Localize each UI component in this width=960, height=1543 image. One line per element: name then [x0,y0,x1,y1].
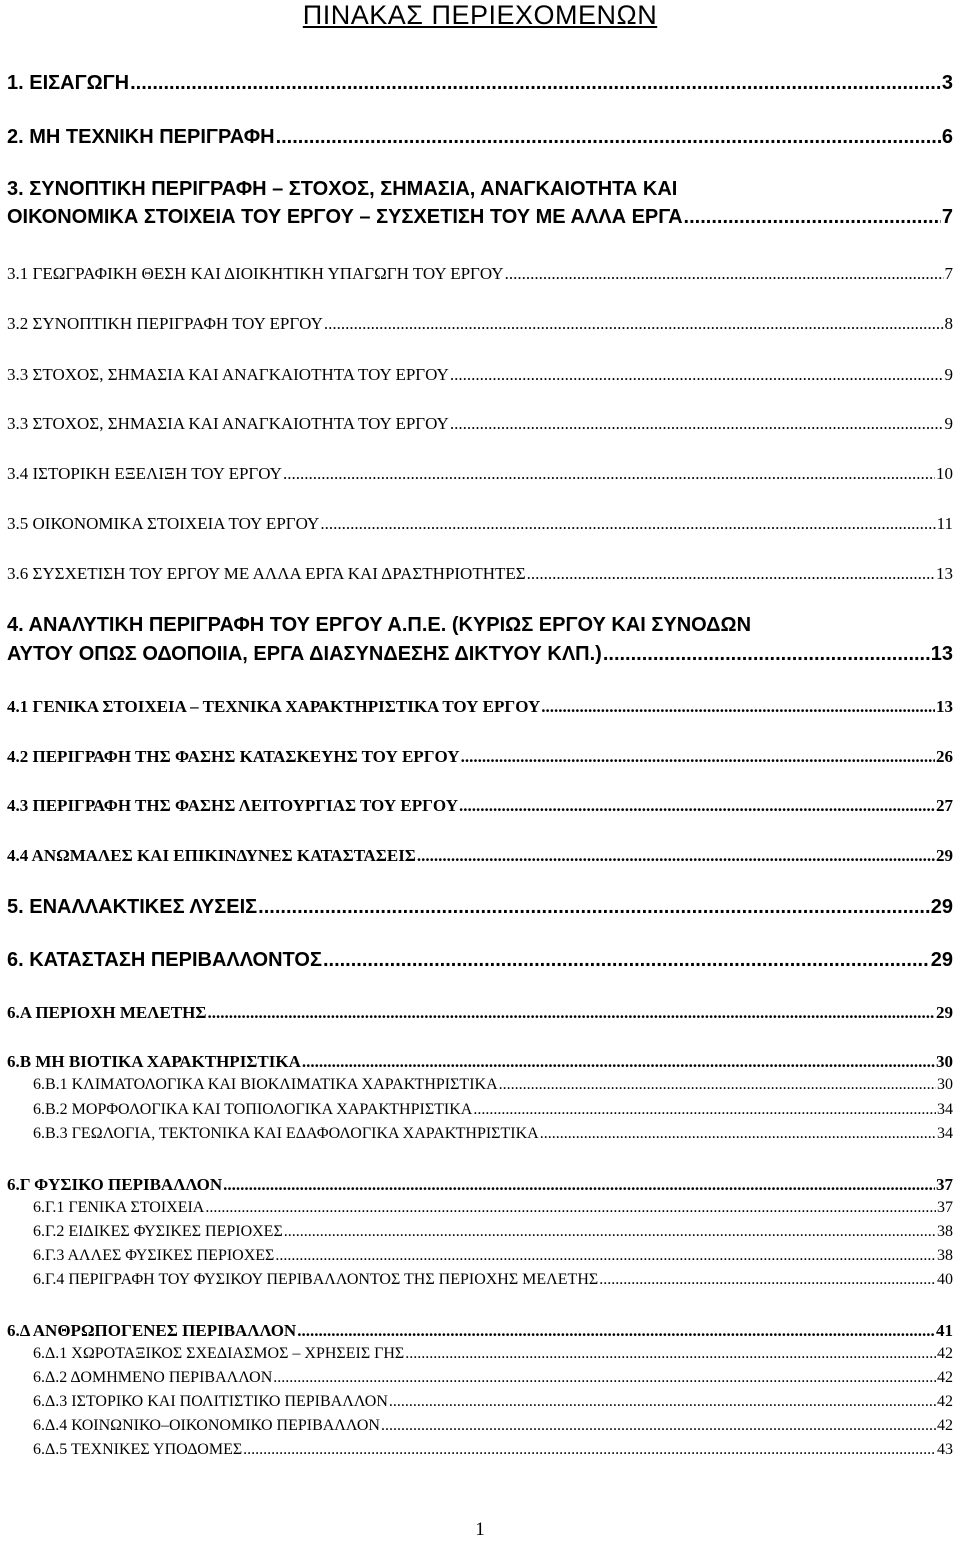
toc-label-line1: 4. ΑΝΑΛΥΤΙΚΗ ΠΕΡΙΓΡΑΦΗ ΤΟΥ ΕΡΓΟΥ Α.Π.Ε. (ΚΥΡΙΩΣ ΕΡΓΟΥ ΚΑΙ ΣΥΝΟΔΩΝ [7,614,752,636]
toc-label: 6.Γ ΦΥΣΙΚΟ ΠΕΡΙΒΑΛΛΟΝ [7,1175,223,1194]
toc-page-number: 10 [936,464,953,483]
toc-label: 4.4 ΑΝΩΜΑΛΕΣ ΚΑΙ ΕΠΙΚΙΝΔΥΝΕΣ ΚΑΤΑΣΤΑΣΕΙΣ [7,846,416,865]
toc-page-number: 26 [936,747,953,766]
leader-dots [273,1369,936,1387]
toc-page-number: 29 [930,896,953,918]
toc-entry[interactable] [7,264,953,284]
toc-page-number: 37 [936,1175,953,1194]
toc-entry[interactable] [7,1321,953,1341]
toc-page-number: 29 [936,846,953,865]
toc-page-number: 13 [936,564,953,583]
toc-entry[interactable] [33,1369,953,1387]
toc-label: 6.Δ ΑΝΘΡΩΠΟΓΕΝΕΣ ΠΕΡΙΒΑΛΛΟΝ [7,1321,297,1340]
toc-label: 4.2 ΠΕΡΙΓΡΑΦΗ ΤΗΣ ΦΑΣΗΣ ΚΑΤΑΣΚΕΥΗΣ ΤΟΥ ΕΡΓΟΥ [7,747,460,766]
toc-page-number: 42 [937,1345,953,1362]
toc-label: 6.Δ.5 ΤΕΧΝΙΚΕΣ ΥΠΟΔΟΜΕΣ [33,1441,243,1458]
leader-dots [461,747,935,767]
toc-label: 6.Δ.2 ΔΟΜΗΜΕΝΟ ΠΕΡΙΒΑΛΛΟΝ [33,1369,273,1386]
toc-page-number: 30 [936,1052,953,1071]
toc-entry[interactable] [7,72,953,95]
toc-entry[interactable] [33,1417,953,1435]
toc-label: 5. ΕΝΑΛΛΑΚΤΙΚΕΣ ΛΥΣΕΙΣ [7,896,258,918]
toc-entry[interactable] [7,697,953,717]
toc-entry[interactable] [7,514,953,534]
toc-label: 6.Δ.4 ΚΟΙΝΩΝΙΚΟ–ΟΙΚΟΝΟΜΙΚΟ ΠΕΡΙΒΑΛΛΟΝ [33,1417,380,1434]
leader-dots [405,1345,936,1363]
toc-label: 3.1 ΓΕΩΓΡΑΦΙΚΗ ΘΕΣΗ ΚΑΙ ΔΙΟΙΚΗΤΙΚΗ ΥΠΑΓΩΓΗ ΤΟΥ ΕΡΓΟΥ [7,264,504,283]
toc-page-number: 3 [941,72,953,94]
toc-label: 6.Γ.4 ΠΕΡΙΓΡΑΦΗ ΤΟΥ ΦΥΣΙΚΟΥ ΠΕΡΙΒΑΛΛΟΝΤΟΣ ΤΗΣ ΠΕΡΙΟΧΗΣ ΜΕΛΕΤΗΣ [33,1271,599,1288]
toc-entry[interactable] [7,796,953,816]
toc-entry[interactable] [7,414,953,434]
leader-dots [389,1393,936,1411]
leader-dots [223,1175,935,1195]
toc-page-number: 9 [944,414,953,433]
toc-page-number: 42 [937,1417,953,1434]
toc-page-number: 7 [944,264,953,283]
toc-entry[interactable] [7,1175,953,1195]
toc-entry[interactable] [33,1076,953,1094]
leader-dots [258,896,930,919]
toc-label: 6.Δ.3 ΙΣΤΟΡΙΚΟ ΚΑΙ ΠΟΛΙΤΙΣΤΙΚΟ ΠΕΡΙΒΑΛΛΟΝ [33,1393,388,1410]
toc-page-number: 42 [937,1369,953,1386]
toc-entry[interactable] [7,846,953,866]
toc-page-number: 42 [937,1393,953,1410]
toc-label: 3.3 ΣΤΟΧΟΣ, ΣΗΜΑΣΙΑ ΚΑΙ ΑΝΑΓΚΑΙΟΤΗΤΑ ΤΟΥ ΕΡΓΟΥ [7,365,449,384]
leader-dots [283,464,935,484]
leader-dots [381,1417,936,1435]
toc-page-number: 37 [937,1199,953,1216]
toc-entry[interactable] [33,1247,953,1265]
toc-entry[interactable] [33,1101,953,1119]
toc-label: 2. ΜΗ ΤΕΧΝΙΚΗ ΠΕΡΙΓΡΑΦΗ [7,126,275,148]
leader-dots [284,1223,936,1241]
leader-dots [297,1321,935,1341]
leader-dots [450,414,944,434]
leader-dots [302,1052,935,1072]
toc-page-number: 8 [944,314,953,333]
toc-entry[interactable] [7,206,953,229]
leader-dots [473,1101,936,1119]
leader-dots [540,1125,936,1143]
toc-entry[interactable] [7,126,953,149]
toc-entry[interactable] [7,643,953,666]
toc-label: 4.1 ΓΕΝΙΚΑ ΣΤΟΙΧΕΙΑ – ΤΕΧΝΙΚΑ ΧΑΡΑΚΤΗΡΙΣΤΙΚΑ ΤΟΥ ΕΡΓΟΥ [7,697,541,716]
toc-page-number: 38 [937,1223,953,1240]
toc-label-line1: 3. ΣΥΝΟΠΤΙΚΗ ΠΕΡΙΓΡΑΦΗ – ΣΤΟΧΟΣ, ΣΗΜΑΣΙΑ, ΑΝΑΓΚΑΙΟΤΗΤΑ ΚΑΙ [7,178,678,200]
toc-label: 6.Γ.1 ΓΕΝΙΚΑ ΣΤΟΙΧΕΙΑ [33,1199,205,1216]
toc-label: 3.3 ΣΤΟΧΟΣ, ΣΗΜΑΣΙΑ ΚΑΙ ΑΝΑΓΚΑΙΟΤΗΤΑ ΤΟΥ ΕΡΓΟΥ [7,414,449,433]
toc-page-number: 30 [937,1076,953,1093]
toc-label: 6.Β ΜΗ ΒΙΟΤΙΚΑ ΧΑΡΑΚΤΗΡΙΣΤΙΚΑ [7,1052,301,1071]
toc-entry[interactable] [33,1199,953,1217]
leader-dots [599,1271,936,1289]
toc-label: ΟΙΚΟΝΟΜΙΚΑ ΣΤΟΙΧΕΙΑ ΤΟΥ ΕΡΓΟΥ – ΣΥΣΧΕΤΙΣΗ ΤΟΥ ΜΕ ΑΛΛΑ ΕΡΓΑ [7,206,683,228]
toc-entry[interactable] [33,1271,953,1289]
toc-entry[interactable] [7,365,953,385]
toc-label: 6.Β.3 ΓΕΩΛΟΓΙΑ, ΤΕΚΤΟΝΙΚΑ ΚΑΙ ΕΔΑΦΟΛΟΓΙΚΑ ΧΑΡΑΚΤΗΡΙΣΤΙΚΑ [33,1125,539,1142]
toc-entry[interactable] [33,1441,953,1459]
toc-entry[interactable] [7,1052,953,1072]
leader-dots [505,264,944,284]
toc-page-number: 13 [936,697,953,716]
toc-label: 1. ΕΙΣΑΓΩΓΗ [7,72,130,94]
toc-page-number: 34 [937,1101,953,1118]
leader-dots [243,1441,936,1459]
leader-dots [603,643,930,666]
toc-page-number: 9 [944,365,953,384]
leader-dots [323,949,930,972]
toc-entry[interactable] [7,1003,953,1023]
page-title: ΠΙΝΑΚΑΣ ΠΕΡΙΕΧΟΜΕΝΩΝ [302,0,658,30]
toc-entry[interactable] [7,564,953,584]
toc-page-number: 7 [941,206,953,228]
toc-label: 3.4 ΙΣΤΟΡΙΚΗ ΕΞΕΛΙΞΗ ΤΟΥ ΕΡΓΟΥ [7,464,282,483]
toc-label: 3.6 ΣΥΣΧΕΤΙΣΗ ΤΟΥ ΕΡΓΟΥ ΜΕ ΑΛΛΑ ΕΡΓΑ ΚΑΙ ΔΡΑΣΤΗΡΙΟΤΗΤΕΣ [7,564,526,583]
toc-page-number: 41 [936,1321,953,1340]
toc-label: 6.Δ.1 ΧΩΡΟΤΑΞΙΚΟΣ ΣΧΕΔΙΑΣΜΟΣ – ΧΡΗΣΕΙΣ ΓΗΣ [33,1345,405,1362]
leader-dots [275,1247,936,1265]
toc-label: 6.Α ΠΕΡΙΟΧΗ ΜΕΛΕΤΗΣ [7,1003,207,1022]
leader-dots [417,846,935,866]
leader-dots [499,1076,936,1094]
toc-entry[interactable] [33,1345,953,1363]
toc-page-number: 27 [936,796,953,815]
toc-label: 6. ΚΑΤΑΣΤΑΣΗ ΠΕΡΙΒΑΛΛΟΝΤΟΣ [7,949,322,971]
toc-label: 6.Γ.3 ΑΛΛΕΣ ΦΥΣΙΚΕΣ ΠΕΡΙΟΧΕΣ [33,1247,275,1264]
toc-label: 3.2 ΣΥΝΟΠΤΙΚΗ ΠΕΡΙΓΡΑΦΗ ΤΟΥ ΕΡΓΟΥ [7,314,323,333]
leader-dots [684,206,941,229]
toc-label: 4.3 ΠΕΡΙΓΡΑΦΗ ΤΗΣ ΦΑΣΗΣ ΛΕΙΤΟΥΡΓΙΑΣ ΤΟΥ ΕΡΓΟΥ [7,796,458,815]
leader-dots [205,1199,936,1217]
toc-entry[interactable] [33,1223,953,1241]
leader-dots [459,796,935,816]
leader-dots [320,514,935,534]
toc-entry[interactable] [7,747,953,767]
toc-page-number: 6 [941,126,953,148]
toc-page-number: 40 [937,1271,953,1288]
leader-dots [541,697,935,717]
toc-page-number: 34 [937,1125,953,1142]
leader-dots [207,1003,935,1023]
toc-page-number: 38 [937,1247,953,1264]
toc-entry[interactable] [7,314,953,334]
toc-page-number: 29 [936,1003,953,1022]
toc-entry[interactable] [33,1125,953,1143]
toc-page-number: 29 [930,949,953,971]
toc-label: 6.Β.1 ΚΛΙΜΑΤΟΛΟΓΙΚΑ ΚΑΙ ΒΙΟΚΛΙΜΑΤΙΚΑ ΧΑΡΑΚΤΗΡΙΣΤΙΚΑ [33,1076,498,1093]
toc-page-number: 13 [930,643,953,665]
leader-dots [130,72,941,95]
toc-entry[interactable] [7,896,953,919]
leader-dots [324,314,944,334]
toc-entry[interactable] [33,1393,953,1411]
toc-page-number: 11 [936,514,953,533]
toc-page-number: 43 [937,1441,953,1458]
leader-dots [450,365,944,385]
page-number-footer: 1 [475,1519,485,1540]
toc-label: 6.Γ.2 ΕΙΔΙΚΕΣ ΦΥΣΙΚΕΣ ΠΕΡΙΟΧΕΣ [33,1223,283,1240]
leader-dots [276,126,941,149]
toc-label: 3.5 ΟΙΚΟΝΟΜΙΚΑ ΣΤΟΙΧΕΙΑ ΤΟΥ ΕΡΓΟΥ [7,514,320,533]
toc-label: 6.Β.2 ΜΟΡΦΟΛΟΓΙΚΑ ΚΑΙ ΤΟΠΙΟΛΟΓΙΚΑ ΧΑΡΑΚΤΗΡΙΣΤΙΚΑ [33,1101,473,1118]
leader-dots [527,564,935,584]
toc-entry[interactable] [7,464,953,484]
toc-label: ΑΥΤΟΥ ΟΠΩΣ ΟΔΟΠΟΙΙΑ, ΕΡΓΑ ΔΙΑΣΥΝΔΕΣΗΣ ΔΙΚΤΥΟΥ ΚΛΠ.) [7,643,602,665]
toc-entry[interactable] [7,949,953,972]
